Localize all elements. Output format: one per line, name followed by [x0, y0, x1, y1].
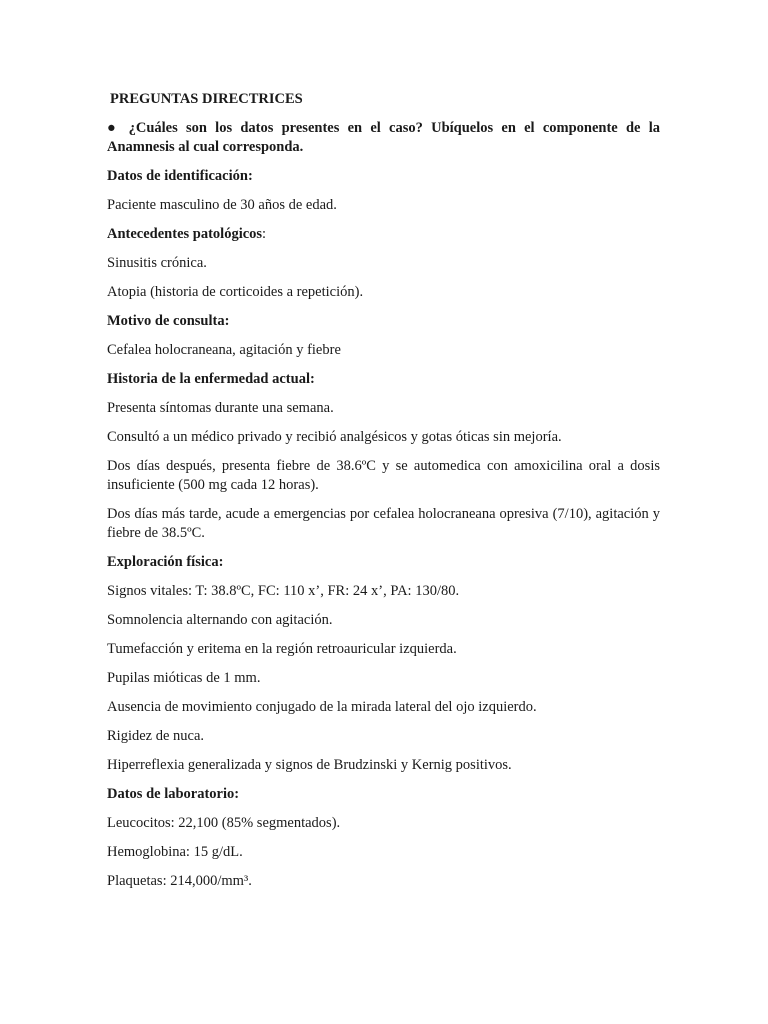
section-heading-suffix: :: [262, 226, 267, 242]
section-heading-historia: [107, 370, 660, 389]
section-heading-text: Datos de laboratorio:: [107, 786, 240, 802]
section-line: Somnolencia alternando con agitación.: [107, 612, 333, 628]
section-heading-laboratorio: [107, 785, 660, 804]
section-heading-antecedentes: [107, 225, 660, 244]
document-title: PREGUNTAS DIRECTRICES: [110, 91, 303, 107]
section-heading-text: Historia de la enfermedad actual:: [107, 371, 315, 387]
section-heading-text: Antecedentes patológicos: [107, 226, 263, 242]
section-line: Pupilas mióticas de 1 mm.: [107, 670, 261, 686]
section-heading-exploracion: [107, 553, 660, 572]
section-line: Ausencia de movimiento conjugado de la mirada lateral del ojo izquierdo.: [107, 699, 537, 715]
section-heading-text: Datos de identificación:: [107, 168, 253, 184]
section-heading-motivo: [107, 312, 660, 331]
section-line: Cefalea holocraneana, agitación y fiebre: [107, 342, 341, 358]
section-line: Sinusitis crónica.: [107, 255, 207, 271]
section-line: Rigidez de nuca.: [107, 728, 205, 744]
section-line: Consultó a un médico privado y recibió analgésicos y gotas óticas sin mejoría.: [107, 429, 562, 445]
guiding-question: ● ¿Cuáles son los datos presentes en el caso? Ubíquelos en el componente de la Anamnesis al cual corresponda.: [107, 120, 660, 155]
section-line: Dos días más tarde, acude a emergencias por cefalea holocraneana opresiva (7/10), agitación y fiebre de 38.5ºC.: [107, 506, 660, 541]
section-heading-text: Exploración física:: [107, 554, 224, 570]
section-line: Hemoglobina: 15 g/dL.: [107, 844, 243, 860]
section-heading-identificacion: [107, 167, 660, 186]
section-line: Plaquetas: 214,000/mm³.: [107, 873, 252, 889]
section-line: Leucocitos: 22,100 (85% segmentados).: [107, 815, 341, 831]
section-line: Atopia (historia de corticoides a repetición).: [107, 284, 364, 300]
section-line: Tumefacción y eritema en la región retroauricular izquierda.: [107, 641, 457, 657]
section-line: Presenta síntomas durante una semana.: [107, 400, 334, 416]
section-line: Hiperreflexia generalizada y signos de Brudzinski y Kernig positivos.: [107, 757, 512, 773]
section-line: Paciente masculino de 30 años de edad.: [107, 197, 337, 213]
section-line: Signos vitales: T: 38.8ºC, FC: 110 x’, FR: 24 x’, PA: 130/80.: [107, 583, 460, 599]
section-heading-text: Motivo de consulta:: [107, 313, 230, 329]
section-line: Dos días después, presenta fiebre de 38.6ºC y se automedica con amoxicilina oral a dosis insuficiente (500 mg cada 12 horas).: [107, 458, 660, 493]
